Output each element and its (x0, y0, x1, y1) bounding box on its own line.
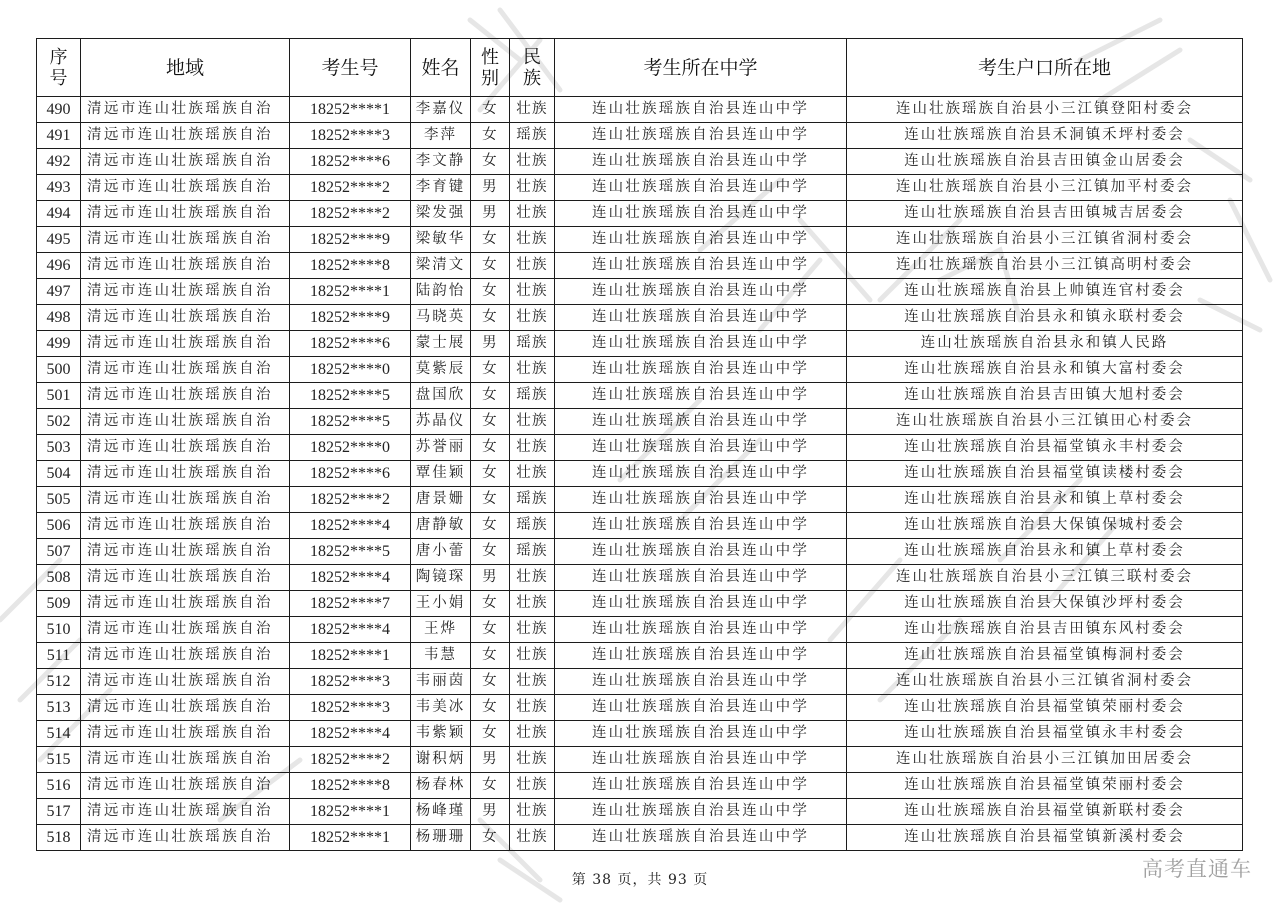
cell-exam-id: 18252****1 (290, 643, 411, 669)
cell-household: 连山壮族瑶族自治县福堂镇读楼村委会 (847, 461, 1243, 487)
cell-region: 清远市连山壮族瑶族自治 (81, 201, 290, 227)
cell-household: 连山壮族瑶族自治县小三江镇三联村委会 (847, 565, 1243, 591)
cell-region: 清远市连山壮族瑶族自治 (81, 175, 290, 201)
cell-index: 497 (37, 279, 81, 305)
cell-ethnicity: 壮族 (510, 253, 555, 279)
table-row (37, 669, 1243, 695)
cell-ethnicity: 壮族 (510, 799, 555, 825)
cell-name: 李嘉仪 (411, 97, 471, 123)
cell-household: 连山壮族瑶族自治县大保镇保城村委会 (847, 513, 1243, 539)
cell-household: 连山壮族瑶族自治县福堂镇新溪村委会 (847, 825, 1243, 851)
cell-gender: 女 (471, 513, 510, 539)
cell-gender: 女 (471, 591, 510, 617)
cell-ethnicity: 壮族 (510, 461, 555, 487)
cell-exam-id: 18252****2 (290, 747, 411, 773)
cell-school: 连山壮族瑶族自治县连山中学 (555, 279, 847, 305)
header-ethnicity-line2: 族 (523, 67, 541, 89)
cell-gender: 女 (471, 539, 510, 565)
cell-index: 500 (37, 357, 81, 383)
table-row (37, 487, 1243, 513)
cell-exam-id: 18252****8 (290, 253, 411, 279)
cell-household: 连山壮族瑶族自治县小三江镇田心村委会 (847, 409, 1243, 435)
brand-watermark: 高考直通车 (1142, 857, 1252, 881)
cell-exam-id: 18252****0 (290, 435, 411, 461)
cell-region: 清远市连山壮族瑶族自治 (81, 435, 290, 461)
cell-household: 连山壮族瑶族自治县小三江镇加平村委会 (847, 175, 1243, 201)
cell-name: 蒙士展 (411, 331, 471, 357)
cell-school: 连山壮族瑶族自治县连山中学 (555, 695, 847, 721)
cell-ethnicity: 瑶族 (510, 513, 555, 539)
cell-region: 清远市连山壮族瑶族自治 (81, 617, 290, 643)
cell-gender: 女 (471, 149, 510, 175)
cell-school: 连山壮族瑶族自治县连山中学 (555, 539, 847, 565)
header-exam-id: 考生号 (290, 39, 411, 97)
cell-gender: 女 (471, 825, 510, 851)
table-row (37, 331, 1243, 357)
cell-name: 梁发强 (411, 201, 471, 227)
header-region: 地域 (81, 39, 290, 97)
cell-name: 王烨 (411, 617, 471, 643)
cell-name: 谢积炳 (411, 747, 471, 773)
cell-name: 杨峰瑾 (411, 799, 471, 825)
header-ethnicity (510, 39, 555, 97)
cell-ethnicity: 瑶族 (510, 539, 555, 565)
cell-ethnicity: 瑶族 (510, 383, 555, 409)
cell-index: 513 (37, 695, 81, 721)
cell-gender: 女 (471, 487, 510, 513)
cell-index: 502 (37, 409, 81, 435)
table-row (37, 591, 1243, 617)
cell-region: 清远市连山壮族瑶族自治 (81, 513, 290, 539)
cell-region: 清远市连山壮族瑶族自治 (81, 799, 290, 825)
header-ethnicity-line1: 民 (523, 46, 541, 68)
cell-index: 504 (37, 461, 81, 487)
cell-index: 517 (37, 799, 81, 825)
cell-region: 清远市连山壮族瑶族自治 (81, 487, 290, 513)
cell-name: 李文静 (411, 149, 471, 175)
cell-region: 清远市连山壮族瑶族自治 (81, 305, 290, 331)
cell-gender: 女 (471, 409, 510, 435)
cell-region: 清远市连山壮族瑶族自治 (81, 149, 290, 175)
cell-region: 清远市连山壮族瑶族自治 (81, 97, 290, 123)
cell-index: 493 (37, 175, 81, 201)
cell-index: 511 (37, 643, 81, 669)
cell-name: 陶镜琛 (411, 565, 471, 591)
cell-school: 连山壮族瑶族自治县连山中学 (555, 97, 847, 123)
cell-exam-id: 18252****9 (290, 227, 411, 253)
cell-index: 515 (37, 747, 81, 773)
cell-index: 505 (37, 487, 81, 513)
cell-school: 连山壮族瑶族自治县连山中学 (555, 149, 847, 175)
table-row (37, 799, 1243, 825)
cell-household: 连山壮族瑶族自治县小三江镇高明村委会 (847, 253, 1243, 279)
cell-ethnicity: 壮族 (510, 643, 555, 669)
cell-exam-id: 18252****8 (290, 773, 411, 799)
cell-name: 梁清文 (411, 253, 471, 279)
table-row (37, 461, 1243, 487)
cell-household: 连山壮族瑶族自治县大保镇沙坪村委会 (847, 591, 1243, 617)
cell-gender: 女 (471, 227, 510, 253)
cell-region: 清远市连山壮族瑶族自治 (81, 643, 290, 669)
cell-index: 491 (37, 123, 81, 149)
cell-index: 518 (37, 825, 81, 851)
cell-household: 连山壮族瑶族自治县永和镇大富村委会 (847, 357, 1243, 383)
cell-gender: 女 (471, 357, 510, 383)
cell-exam-id: 18252****2 (290, 201, 411, 227)
cell-ethnicity: 壮族 (510, 435, 555, 461)
cell-school: 连山壮族瑶族自治县连山中学 (555, 409, 847, 435)
cell-school: 连山壮族瑶族自治县连山中学 (555, 227, 847, 253)
cell-exam-id: 18252****5 (290, 383, 411, 409)
cell-household: 连山壮族瑶族自治县小三江镇登阳村委会 (847, 97, 1243, 123)
cell-region: 清远市连山壮族瑶族自治 (81, 565, 290, 591)
cell-household: 连山壮族瑶族自治县永和镇永联村委会 (847, 305, 1243, 331)
cell-gender: 女 (471, 721, 510, 747)
cell-gender: 男 (471, 201, 510, 227)
cell-gender: 女 (471, 695, 510, 721)
cell-household: 连山壮族瑶族自治县吉田镇金山居委会 (847, 149, 1243, 175)
cell-name: 梁敏华 (411, 227, 471, 253)
cell-region: 清远市连山壮族瑶族自治 (81, 253, 290, 279)
header-index (37, 39, 81, 97)
cell-gender: 女 (471, 123, 510, 149)
cell-household: 连山壮族瑶族自治县福堂镇荣丽村委会 (847, 695, 1243, 721)
cell-name: 杨珊珊 (411, 825, 471, 851)
header-index-line1: 序 (49, 46, 68, 68)
cell-ethnicity: 壮族 (510, 747, 555, 773)
cell-index: 492 (37, 149, 81, 175)
cell-name: 陆韵怡 (411, 279, 471, 305)
cell-school: 连山壮族瑶族自治县连山中学 (555, 747, 847, 773)
table-row (37, 149, 1243, 175)
cell-household: 连山壮族瑶族自治县福堂镇永丰村委会 (847, 721, 1243, 747)
cell-ethnicity: 壮族 (510, 773, 555, 799)
table-row (37, 513, 1243, 539)
cell-gender: 女 (471, 461, 510, 487)
table-row (37, 227, 1243, 253)
cell-ethnicity: 壮族 (510, 357, 555, 383)
cell-ethnicity: 壮族 (510, 695, 555, 721)
cell-ethnicity: 壮族 (510, 409, 555, 435)
cell-region: 清远市连山壮族瑶族自治 (81, 331, 290, 357)
cell-region: 清远市连山壮族瑶族自治 (81, 669, 290, 695)
cell-exam-id: 18252****3 (290, 669, 411, 695)
cell-exam-id: 18252****4 (290, 617, 411, 643)
cell-exam-id: 18252****5 (290, 539, 411, 565)
cell-school: 连山壮族瑶族自治县连山中学 (555, 617, 847, 643)
cell-name: 韦丽茵 (411, 669, 471, 695)
cell-index: 490 (37, 97, 81, 123)
cell-exam-id: 18252****6 (290, 461, 411, 487)
cell-name: 唐静敏 (411, 513, 471, 539)
header-gender (471, 39, 510, 97)
cell-gender: 女 (471, 643, 510, 669)
cell-household: 连山壮族瑶族自治县永和镇人民路 (847, 331, 1243, 357)
cell-school: 连山壮族瑶族自治县连山中学 (555, 565, 847, 591)
cell-gender: 女 (471, 435, 510, 461)
table-row (37, 97, 1243, 123)
cell-gender: 女 (471, 253, 510, 279)
table-row (37, 747, 1243, 773)
table-row (37, 721, 1243, 747)
cell-school: 连山壮族瑶族自治县连山中学 (555, 201, 847, 227)
cell-ethnicity: 瑶族 (510, 331, 555, 357)
cell-region: 清远市连山壮族瑶族自治 (81, 721, 290, 747)
cell-index: 494 (37, 201, 81, 227)
cell-index: 510 (37, 617, 81, 643)
cell-ethnicity: 壮族 (510, 149, 555, 175)
cell-region: 清远市连山壮族瑶族自治 (81, 279, 290, 305)
cell-ethnicity: 壮族 (510, 721, 555, 747)
cell-index: 496 (37, 253, 81, 279)
cell-gender: 男 (471, 799, 510, 825)
cell-name: 莫紫辰 (411, 357, 471, 383)
cell-index: 508 (37, 565, 81, 591)
cell-region: 清远市连山壮族瑶族自治 (81, 383, 290, 409)
cell-ethnicity: 瑶族 (510, 123, 555, 149)
cell-household: 连山壮族瑶族自治县永和镇上草村委会 (847, 487, 1243, 513)
page-number-footer: 第 38 页，共 93 页 (571, 872, 709, 888)
cell-exam-id: 18252****6 (290, 149, 411, 175)
cell-ethnicity: 瑶族 (510, 487, 555, 513)
table-row (37, 383, 1243, 409)
cell-exam-id: 18252****3 (290, 123, 411, 149)
cell-household: 连山壮族瑶族自治县福堂镇荣丽村委会 (847, 773, 1243, 799)
cell-name: 王小娟 (411, 591, 471, 617)
cell-household: 连山壮族瑶族自治县小三江镇加田居委会 (847, 747, 1243, 773)
cell-region: 清远市连山壮族瑶族自治 (81, 409, 290, 435)
cell-household: 连山壮族瑶族自治县禾洞镇禾坪村委会 (847, 123, 1243, 149)
header-gender-line2: 别 (481, 67, 499, 89)
cell-index: 498 (37, 305, 81, 331)
header-gender-line1: 性 (481, 46, 499, 68)
cell-school: 连山壮族瑶族自治县连山中学 (555, 773, 847, 799)
table-row (37, 123, 1243, 149)
cell-name: 李育键 (411, 175, 471, 201)
cell-name: 覃佳颖 (411, 461, 471, 487)
cell-household: 连山壮族瑶族自治县吉田镇东风村委会 (847, 617, 1243, 643)
cell-index: 501 (37, 383, 81, 409)
cell-index: 503 (37, 435, 81, 461)
cell-exam-id: 18252****4 (290, 721, 411, 747)
cell-school: 连山壮族瑶族自治县连山中学 (555, 487, 847, 513)
cell-name: 韦美冰 (411, 695, 471, 721)
cell-region: 清远市连山壮族瑶族自治 (81, 825, 290, 851)
cell-exam-id: 18252****4 (290, 513, 411, 539)
table-row (37, 617, 1243, 643)
cell-exam-id: 18252****5 (290, 409, 411, 435)
cell-gender: 男 (471, 331, 510, 357)
cell-region: 清远市连山壮族瑶族自治 (81, 123, 290, 149)
cell-ethnicity: 壮族 (510, 175, 555, 201)
cell-name: 盘国欣 (411, 383, 471, 409)
cell-region: 清远市连山壮族瑶族自治 (81, 227, 290, 253)
cell-ethnicity: 壮族 (510, 565, 555, 591)
cell-index: 506 (37, 513, 81, 539)
cell-index: 509 (37, 591, 81, 617)
cell-household: 连山壮族瑶族自治县上帅镇连官村委会 (847, 279, 1243, 305)
cell-household: 连山壮族瑶族自治县永和镇上草村委会 (847, 539, 1243, 565)
cell-household: 连山壮族瑶族自治县福堂镇永丰村委会 (847, 435, 1243, 461)
cell-ethnicity: 壮族 (510, 279, 555, 305)
cell-ethnicity: 壮族 (510, 97, 555, 123)
cell-region: 清远市连山壮族瑶族自治 (81, 695, 290, 721)
cell-exam-id: 18252****1 (290, 799, 411, 825)
header-household: 考生户口所在地 (847, 39, 1243, 97)
table-row (37, 643, 1243, 669)
cell-school: 连山壮族瑶族自治县连山中学 (555, 799, 847, 825)
cell-ethnicity: 壮族 (510, 201, 555, 227)
cell-school: 连山壮族瑶族自治县连山中学 (555, 435, 847, 461)
cell-region: 清远市连山壮族瑶族自治 (81, 591, 290, 617)
cell-exam-id: 18252****9 (290, 305, 411, 331)
cell-name: 韦紫颖 (411, 721, 471, 747)
cell-region: 清远市连山壮族瑶族自治 (81, 747, 290, 773)
cell-gender: 男 (471, 565, 510, 591)
cell-gender: 女 (471, 617, 510, 643)
cell-exam-id: 18252****4 (290, 565, 411, 591)
candidate-roster-table (36, 38, 1243, 851)
cell-exam-id: 18252****3 (290, 695, 411, 721)
cell-exam-id: 18252****0 (290, 357, 411, 383)
cell-region: 清远市连山壮族瑶族自治 (81, 773, 290, 799)
table-row (37, 175, 1243, 201)
cell-school: 连山壮族瑶族自治县连山中学 (555, 305, 847, 331)
cell-gender: 女 (471, 669, 510, 695)
cell-name: 唐景姗 (411, 487, 471, 513)
cell-gender: 女 (471, 305, 510, 331)
table-row (37, 435, 1243, 461)
table-row (37, 201, 1243, 227)
table-row (37, 825, 1243, 851)
cell-school: 连山壮族瑶族自治县连山中学 (555, 175, 847, 201)
cell-ethnicity: 壮族 (510, 591, 555, 617)
cell-school: 连山壮族瑶族自治县连山中学 (555, 461, 847, 487)
table-row (37, 357, 1243, 383)
cell-gender: 女 (471, 279, 510, 305)
cell-gender: 男 (471, 175, 510, 201)
table-body (37, 97, 1243, 851)
header-name: 姓名 (411, 39, 471, 97)
cell-exam-id: 18252****7 (290, 591, 411, 617)
cell-region: 清远市连山壮族瑶族自治 (81, 539, 290, 565)
cell-household: 连山壮族瑶族自治县小三江镇省洞村委会 (847, 227, 1243, 253)
header-index-line2: 号 (49, 67, 68, 89)
cell-ethnicity: 壮族 (510, 617, 555, 643)
cell-exam-id: 18252****1 (290, 825, 411, 851)
cell-index: 499 (37, 331, 81, 357)
cell-household: 连山壮族瑶族自治县福堂镇新联村委会 (847, 799, 1243, 825)
cell-index: 516 (37, 773, 81, 799)
table-row (37, 695, 1243, 721)
table-row (37, 253, 1243, 279)
cell-gender: 男 (471, 747, 510, 773)
cell-gender: 女 (471, 773, 510, 799)
cell-school: 连山壮族瑶族自治县连山中学 (555, 669, 847, 695)
cell-school: 连山壮族瑶族自治县连山中学 (555, 123, 847, 149)
cell-name: 李萍 (411, 123, 471, 149)
cell-name: 马晓英 (411, 305, 471, 331)
cell-school: 连山壮族瑶族自治县连山中学 (555, 643, 847, 669)
cell-exam-id: 18252****2 (290, 175, 411, 201)
cell-school: 连山壮族瑶族自治县连山中学 (555, 825, 847, 851)
cell-school: 连山壮族瑶族自治县连山中学 (555, 383, 847, 409)
cell-school: 连山壮族瑶族自治县连山中学 (555, 513, 847, 539)
cell-ethnicity: 壮族 (510, 305, 555, 331)
cell-school: 连山壮族瑶族自治县连山中学 (555, 357, 847, 383)
table-row (37, 279, 1243, 305)
cell-exam-id: 18252****1 (290, 279, 411, 305)
cell-household: 连山壮族瑶族自治县福堂镇梅洞村委会 (847, 643, 1243, 669)
cell-school: 连山壮族瑶族自治县连山中学 (555, 721, 847, 747)
cell-school: 连山壮族瑶族自治县连山中学 (555, 591, 847, 617)
cell-region: 清远市连山壮族瑶族自治 (81, 357, 290, 383)
table-row (37, 539, 1243, 565)
cell-gender: 女 (471, 97, 510, 123)
cell-index: 512 (37, 669, 81, 695)
cell-household: 连山壮族瑶族自治县小三江镇省洞村委会 (847, 669, 1243, 695)
table-header-row (37, 39, 1243, 97)
cell-name: 韦慧 (411, 643, 471, 669)
cell-name: 唐小蕾 (411, 539, 471, 565)
cell-name: 杨春林 (411, 773, 471, 799)
cell-gender: 女 (471, 383, 510, 409)
cell-exam-id: 18252****2 (290, 487, 411, 513)
cell-school: 连山壮族瑶族自治县连山中学 (555, 253, 847, 279)
cell-household: 连山壮族瑶族自治县吉田镇城吉居委会 (847, 201, 1243, 227)
cell-household: 连山壮族瑶族自治县吉田镇大旭村委会 (847, 383, 1243, 409)
table-row (37, 305, 1243, 331)
table-row (37, 773, 1243, 799)
cell-ethnicity: 壮族 (510, 669, 555, 695)
cell-name: 苏晶仪 (411, 409, 471, 435)
cell-name: 苏誉丽 (411, 435, 471, 461)
cell-ethnicity: 壮族 (510, 227, 555, 253)
cell-index: 507 (37, 539, 81, 565)
cell-index: 514 (37, 721, 81, 747)
cell-region: 清远市连山壮族瑶族自治 (81, 461, 290, 487)
header-school: 考生所在中学 (555, 39, 847, 97)
cell-exam-id: 18252****6 (290, 331, 411, 357)
cell-exam-id: 18252****1 (290, 97, 411, 123)
table-row (37, 565, 1243, 591)
cell-ethnicity: 壮族 (510, 825, 555, 851)
cell-index: 495 (37, 227, 81, 253)
table-row (37, 409, 1243, 435)
cell-school: 连山壮族瑶族自治县连山中学 (555, 331, 847, 357)
